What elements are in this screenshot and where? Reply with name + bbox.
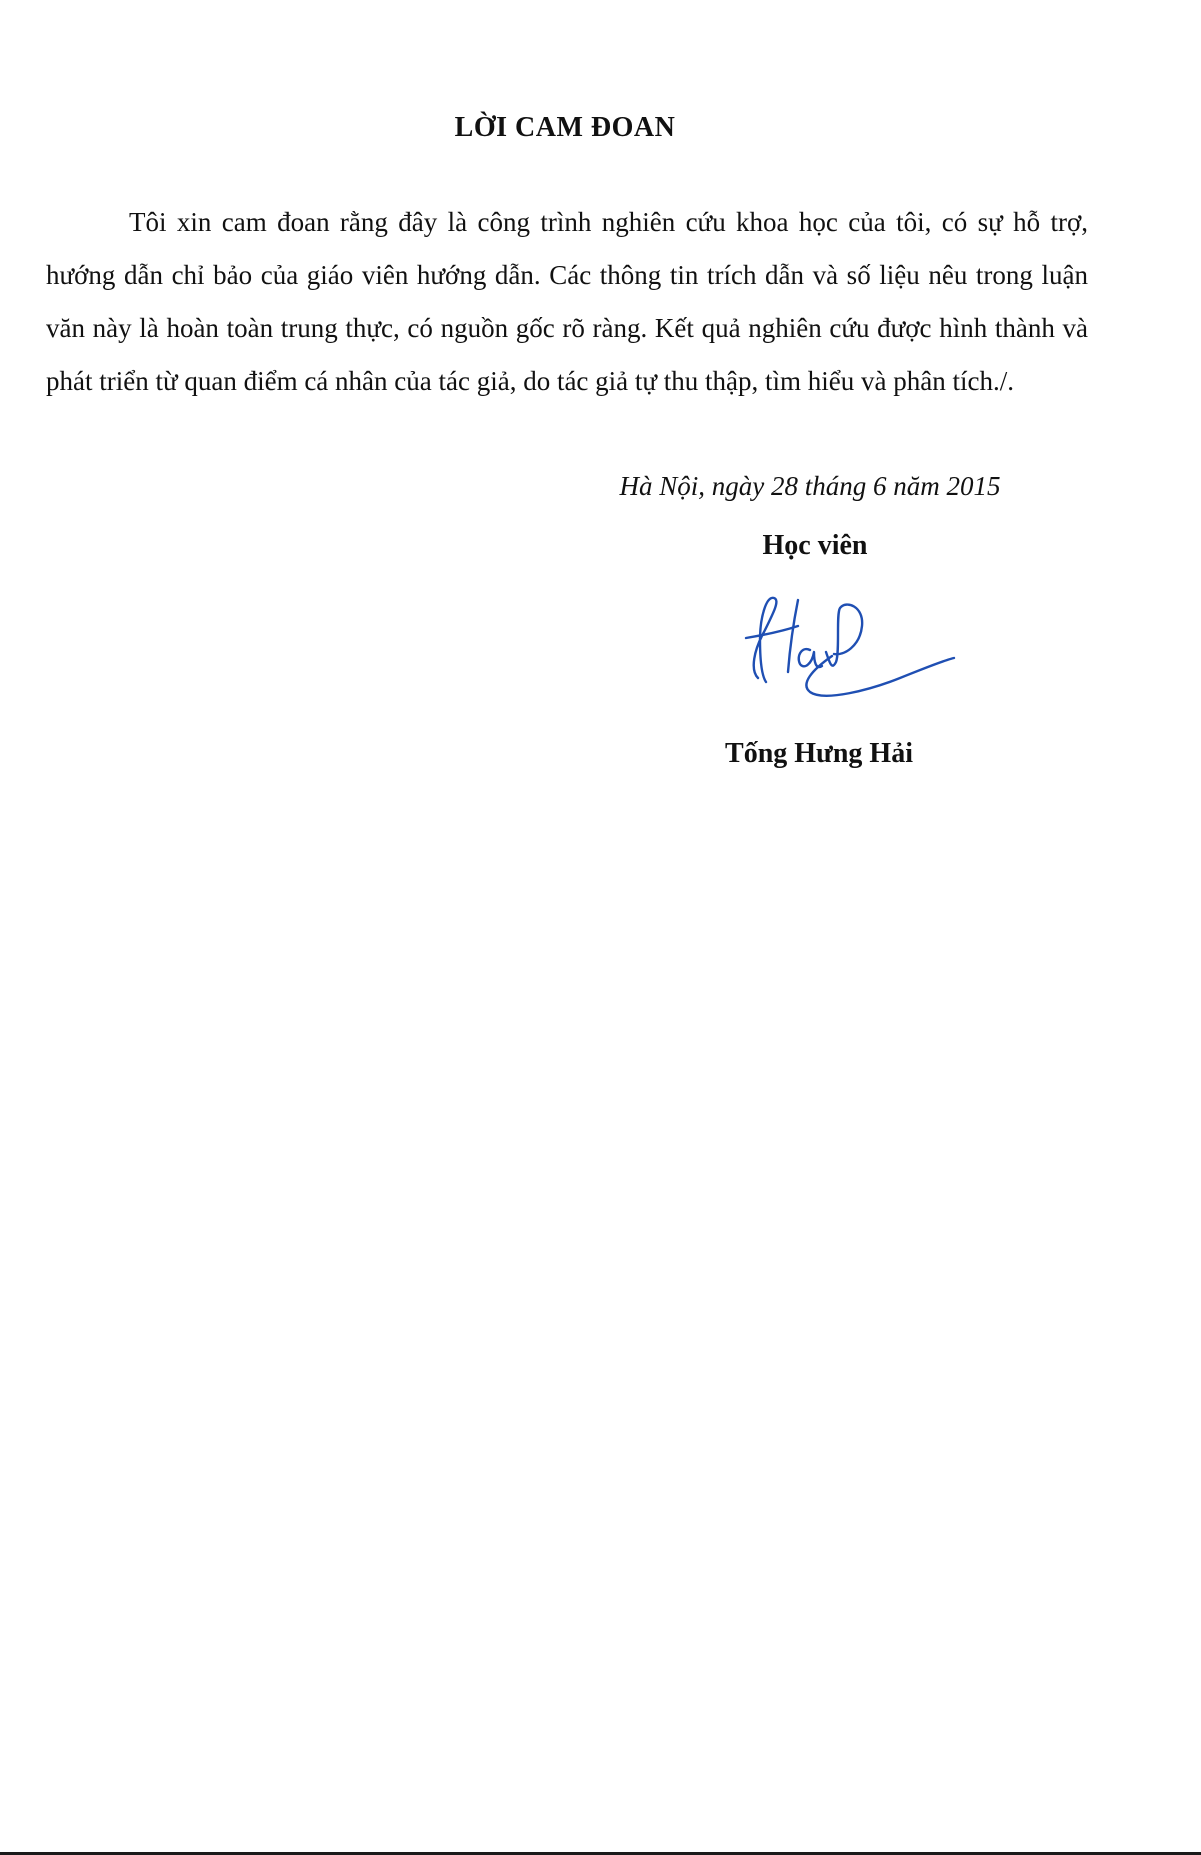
signer-name: Tống Hưng Hải [725,738,913,769]
signature-stroke [799,649,822,667]
date-line: Hà Nội, ngày 28 tháng 6 năm 2015 [619,471,1001,501]
handwritten-signature [740,590,960,720]
role-label: Học viên [762,530,868,561]
page-title: LỜI CAM ĐOAN [454,112,676,143]
signature-stroke [754,598,777,682]
declaration-paragraph: Tôi xin cam đoan rằng đây là công trình nghiên cứu khoa học của tôi, có sự hỗ trợ, hướng dẫn chỉ bảo của giáo viên hướng dẫn. Các thông tin trích dẫn và số liệu nêu trong luận văn này là hoàn toàn trung thực, có nguồn gốc rõ ràng. Kết quả nghiên cứu được hình thành và phát triển từ quan điểm cá nhân của tác giả, do tác giả tự thu thập, tìm hiểu và phân tích./. [46,207,1088,396]
